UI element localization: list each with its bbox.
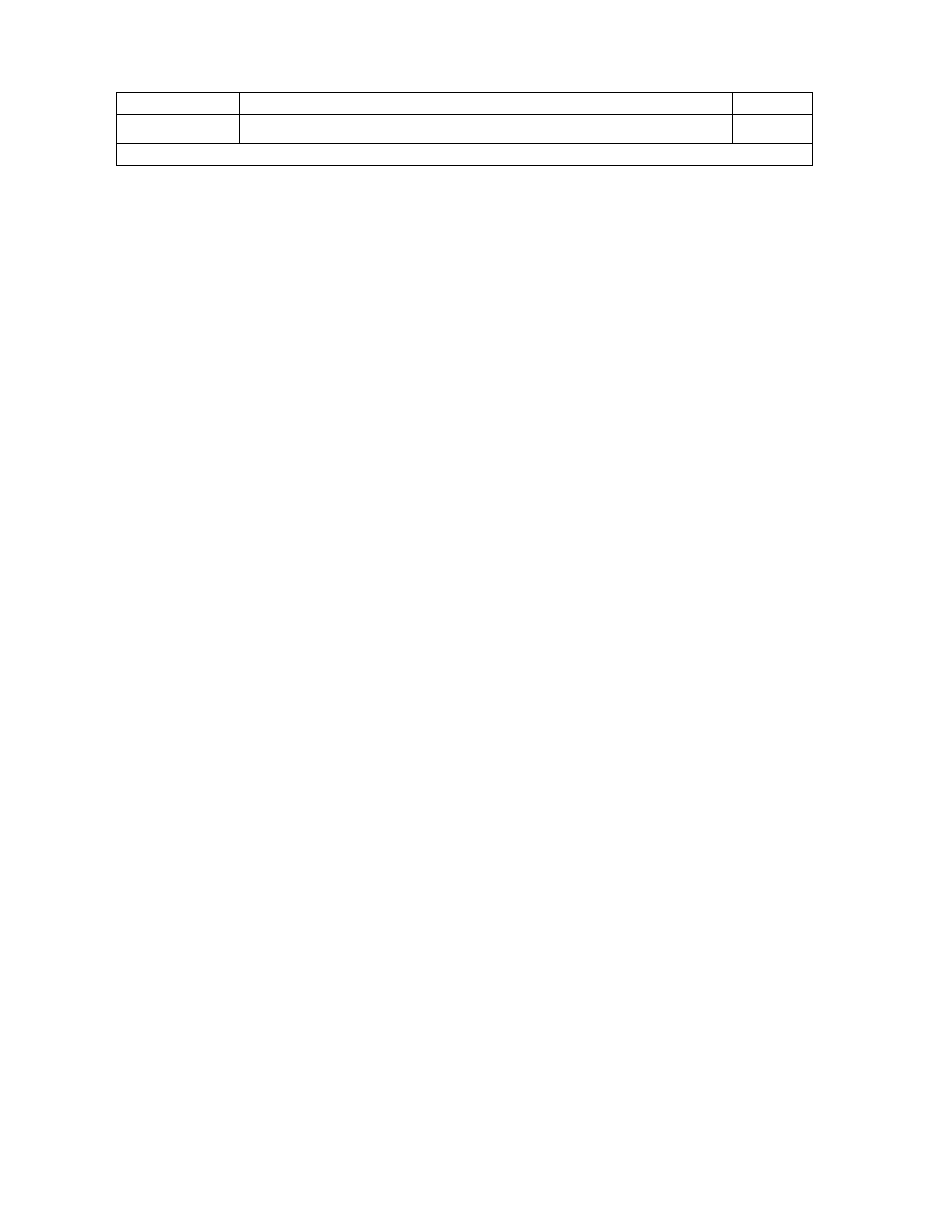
section-remark-cell — [733, 115, 813, 144]
notes-row — [117, 144, 813, 166]
header-code — [117, 93, 240, 115]
header-remark — [733, 93, 813, 115]
section-code-cell — [117, 115, 240, 144]
notes-cell — [117, 144, 813, 166]
table-header-row — [117, 93, 813, 115]
header-name — [240, 93, 733, 115]
document-table — [116, 92, 813, 166]
section-row — [117, 115, 813, 144]
section-title — [240, 115, 733, 144]
